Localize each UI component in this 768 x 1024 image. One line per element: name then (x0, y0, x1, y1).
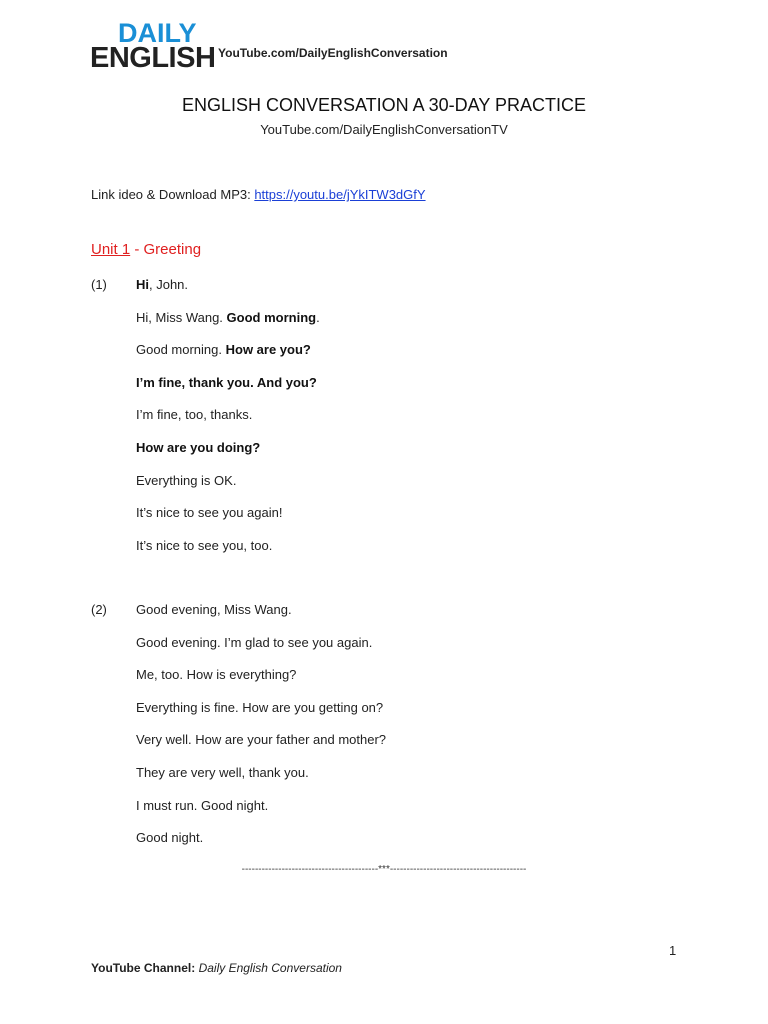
dialogue-line (136, 407, 252, 422)
dialogue-line (136, 635, 372, 650)
video-link[interactable]: https://youtu.be/jYkITW3dGfY (254, 187, 426, 202)
dialogue-line-text: , John. (149, 277, 189, 292)
logo-english-text: ENGLISH (90, 42, 216, 74)
dialogue-line-text: I’m fine, too, thanks. (136, 407, 253, 423)
dialogue-line (136, 732, 386, 747)
link-label: Link ideo & Download MP3: (91, 187, 255, 202)
dialogue-line-text: Good morning. (136, 342, 226, 358)
footer-channel-name: Daily English Conversation (198, 961, 342, 975)
dialogue-line-text: It’s nice to see you, too. (136, 537, 273, 553)
unit-heading (91, 241, 201, 258)
dialogue-line-text: Me, too. How is everything? (136, 667, 297, 683)
logo-daily-text: DAILY (118, 18, 197, 48)
dialogue-line-bold: Hi (136, 277, 149, 292)
dialogue-line-bold: Good morning (226, 309, 317, 325)
dialogue-line (136, 798, 268, 813)
dialogue-line-text: Hi, Miss Wang. (136, 309, 227, 325)
footer-channel (91, 961, 342, 975)
dialogue-line-text: . (316, 309, 320, 325)
dialogue-line (136, 473, 236, 488)
dialogue-line-text: They are very well, thank you. (136, 765, 309, 780)
dialogue-line (136, 375, 317, 390)
dialogue-line-bold: How are you? (225, 342, 311, 358)
footer-channel-label: YouTube Channel: (91, 961, 199, 975)
download-link-line (91, 187, 426, 202)
page-number: 1 (669, 943, 677, 958)
section-divider: -----------------------------------------***----------------------------------------- (241, 864, 527, 875)
dialogue-line (136, 277, 188, 292)
dialogue-line-bold: I’m fine, thank you. And you? (136, 374, 317, 390)
dialogue-line-text: It’s nice to see you again! (136, 505, 283, 521)
dialogue-line (136, 538, 272, 553)
dialogue-line (136, 765, 309, 780)
dialogue-line-bold: How are you doing? (136, 440, 261, 455)
dialogue-line-text: Good night. (136, 830, 204, 846)
dialogue-line (136, 667, 296, 682)
dialogue-line (136, 602, 292, 617)
dialogue-line-text: Very well. How are your father and mother? (136, 732, 387, 748)
dialogue-line-text: Good evening. I’m glad to see you again. (136, 634, 373, 650)
dialogue-line-text: Everything is fine. How are you getting on? (136, 699, 384, 715)
dialogue-number: (1) (91, 277, 107, 292)
dialogue-line-text: I must run. Good night. (136, 797, 269, 813)
dialogue-number: (2) (91, 602, 107, 617)
dialogue-line-text: Good evening, Miss Wang. (136, 602, 292, 617)
dialogue-line (136, 830, 203, 845)
dialogue-line (136, 342, 311, 357)
unit-title: - Greeting (130, 241, 202, 258)
document-subtitle: YouTube.com/DailyEnglishConversationTV (260, 122, 508, 137)
dialogue-line-text: Everything is OK. (136, 472, 237, 488)
daily-english-logo (90, 20, 214, 74)
document-title: ENGLISH CONVERSATION A 30-DAY PRACTICE (181, 95, 587, 115)
dialogue-line (136, 310, 320, 325)
unit-label: Unit 1 (91, 241, 131, 258)
dialogue-line (136, 440, 260, 455)
dialogue-line (136, 700, 383, 715)
dialogue-line (136, 505, 282, 520)
header-youtube-url: YouTube.com/DailyEnglishConversation (218, 46, 448, 60)
